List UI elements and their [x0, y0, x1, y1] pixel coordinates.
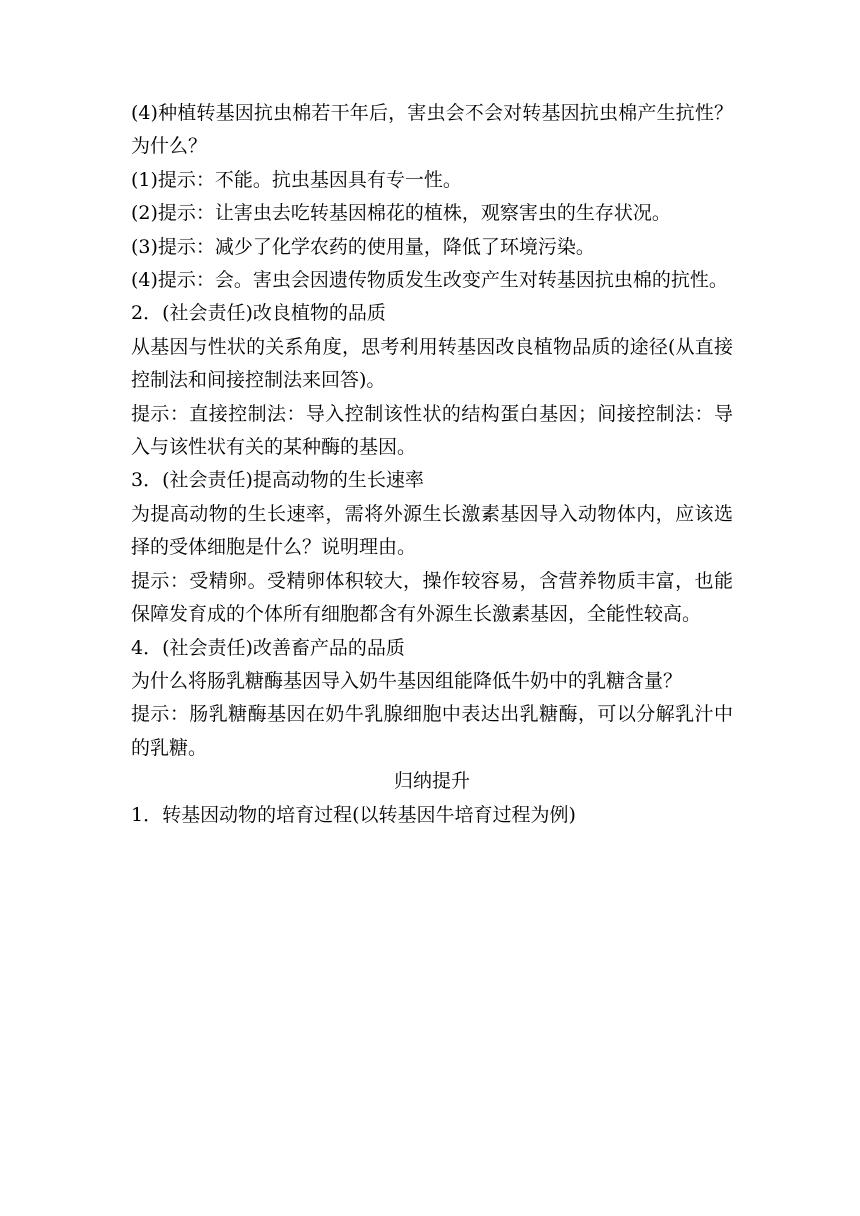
hint-3: (3)提示：减少了化学农药的使用量，降低了环境污染。: [131, 235, 595, 258]
topic-3-hint: 提示：受精卵。受精卵体积较大，操作较容易，含营养物质丰富，也能保障发育成的个体所有细胞都含有外源生长激素基因，全能性较高。: [131, 569, 733, 626]
topic-2-hint: 提示：直接控制法：导入控制该性状的结构蛋白基因；间接控制法：导入与该性状有关的某种酶的基因。: [131, 402, 733, 459]
hint-4: (4)提示：会。害虫会因遗传物质发生改变产生对转基因抗虫棉的抗性。: [131, 269, 728, 292]
document-page: [131, 97, 733, 832]
hint-1: (1)提示：不能。抗虫基因具有专一性。: [131, 168, 462, 191]
question-4: (4)种植转基因抗虫棉若干年后，害虫会不会对转基因抗虫棉产生抗性？为什么？: [131, 102, 733, 158]
section-heading: 归纳提升: [393, 770, 470, 793]
topic-2-heading: 2．(社会责任)改良植物的品质: [131, 302, 386, 325]
topic-3-heading: 3．(社会责任)提高动物的生长速率: [131, 469, 424, 492]
summary-item-1: 1．转基因动物的培育过程(以转基因牛培育过程为例): [131, 803, 576, 826]
topic-3-question: 为提高动物的生长速率，需将外源生长激素基因导入动物体内，应该选择的受体细胞是什么？说明理由。: [131, 502, 733, 559]
topic-4-question: 为什么将肠乳糖酶基因导入奶牛基因组能降低牛奶中的乳糖含量？: [131, 669, 683, 692]
topic-4-heading: 4．(社会责任)改善畜产品的品质: [131, 636, 405, 659]
topic-2-question: 从基因与性状的关系角度，思考利用转基因改良植物品质的途径(从直接控制法和间接控制法来回答)。: [131, 335, 733, 392]
hint-2: (2)提示：让害虫去吃转基因棉花的植株，观察害虫的生存状况。: [131, 202, 671, 225]
topic-4-hint: 提示：肠乳糖酶基因在奶牛乳腺细胞中表达出乳糖酶，可以分解乳汁中的乳糖。: [131, 703, 733, 759]
